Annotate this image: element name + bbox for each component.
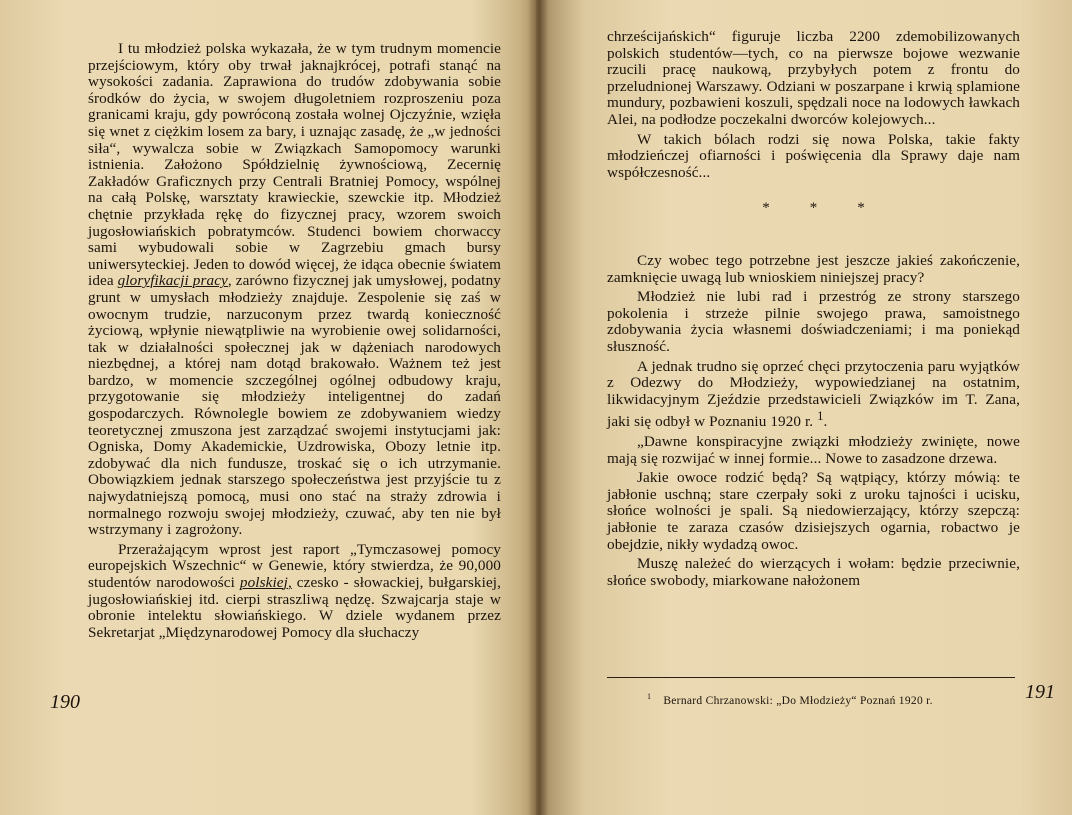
asterisk: * — [857, 200, 905, 217]
left-page-text — [88, 41, 501, 641]
emphasis: polskiej, — [239, 574, 292, 591]
footnote-mark: 1 — [647, 692, 652, 701]
right-page-text — [607, 29, 1020, 589]
footnote-reference: 1 — [817, 409, 824, 424]
emphasis: gloryfikacji pracy — [117, 272, 228, 290]
paragraph: Przerażającym wprost jest raport „Tymczasowej pomocy europejskich Wszechnic“ w Genewie, który stwierdza, że 90,000 studentów narodowości polskiej, czesko - słowackiej, bułgarskiej, jugosłowiańskiej itd. cierpi straszliwą nędzę. Szwajcarja staje w obronie intelektu słowiańskiego. W dziele wydanem przez Sekretarjat „Międzynarodowej Pomocy dla słuchaczy — [88, 540, 501, 641]
paragraph: Jakie owoce rodzić będą? Są wątpiący, którzy mówią: te jabłonie uschną; stare czerpały soki z uroku tajności i ucisku, słońce wolności je spali. Są niedowierzający, którzy szepczą: jabłonie te zaraza czasów dzisiejszych ogarnia, robactwo je obejdzie, nikły wydadzą owoc. — [607, 469, 1020, 553]
paragraph: I tu młodzież polska wykazała, że w tym trudnym momencie przejściowym, który oby trwał jaknajkrócej, potrafi stanąć na wysokości zadania. Zaprawiona do trudów zdobywania sobie środków do życia, w swojem długoletniem rozproszeniu poza granicami kraju, gdy powróconą została wolnej Ojczyźnie, wzięła się wnet z ciężkim losem za bary, i uznając zasadę, że „w jedności siła“, wywalcza sobie w Związkach Samopomocy warunki istnienia. Założono Spółdzielnię żywnościową, Zecernię Zakładów Graficznych przy Centrali Bratniej Pomocy, wspólnej na całą Polskę, warsztaty krawieckie, szewckie itp. Młodzież chętnie przykłada rękę do fizycznej pracy, wzorem swoich jugosłowiańskich pobratymców. Studenci bowiem chorwaccy sami wybudowali sobie w Zagrzebiu gmach bursy uniwersyteckiej. Jeden to dowód więcej, że idąca obecnie światem idea gloryfikacji pracy, zarówno fizycznej jak umysłowej, podatny grunt w umysłach młodzieży znajduje. Zespolenie się zaś w owocnym trudzie, narzuconym przez twardą konieczność życiową, wpłynie niewątpliwie na wyrobienie owej solidarności, tak w działalności społecznej jak w dążeniach narodowych niezbędnej, a której nam dotąd brakowało. Ważnem też jest bardzo, w momencie szczególnej ogólnej odbudowy kraju, przygotowanie się młodzieży inteligentnej do zadań gospodarczych. Równolegle bowiem ze zdobywaniem wiedzy teoretycznej zmuszona jest zarządzać swojemi instytucjami jak: Ogniska, Domy Akademickie, Uzdrowiska, Obozy letnie itp. zdobywać dla nich fundusze, troskać się o ich utrzymanie. Obowiązkiem jednak starszego społeczeństwa jest przyjście tu z najwydatniejszą pomocą, musi ono stać na straży zdrowia i normalnego rozwoju swojej młodzieży, czuwać, aby ten nie był wstrzymany i zagrożony. — [88, 40, 501, 539]
asterisk: * — [762, 200, 810, 217]
book-gutter — [528, 0, 548, 815]
footnote — [647, 692, 933, 707]
footnote-text: Bernard Chrzanowski: „Do Młodzieży“ Poznań 1920 r. — [663, 694, 933, 707]
paragraph: Muszę należeć do wierzących i wołam: będzie przeciwnie, słońce swobody, miarkowane nałożonem — [607, 555, 1020, 589]
asterisk: * — [809, 200, 858, 217]
paragraph: „Dawne konspiracyjne związki młodzieży zwinięte, nowe mają się rozwijać w innej formie... Nowe to zasadzone drzewa. — [607, 432, 1020, 467]
paragraph: W takich bólach rodzi się nowa Polska, takie fakty młodzieńczej ofiarności i poświęcenia dla Sprawy daje nam współczesność... — [607, 130, 1020, 181]
paragraph: Młodzież nie lubi rad i przestróg ze strony starszego pokolenia i strzeże pilnie swojego prawa, samoistnego zdobywania życia własnemi doświadczeniami; i ma poniekąd słuszność. — [607, 288, 1020, 355]
paragraph: A jednak trudno się oprzeć chęci przytoczenia paru wyjątków z Odezwy do Młodzieży, wypowiedzianej na ostatnim, likwidacyjnym Zjeździe przedstawicieli Związków im T. Zana, jaki się odbył w Poznaniu 1920 r. $^1$. — [607, 357, 1020, 431]
paragraph: chrześcijańskich“ figuruje liczba 2200 zdemobilizowanych polskich studentów—tych, co na pierwsze bojowe wezwanie rzucili pracę naukową, przybyłych potem z frontu do przeludnionej Warszawy. Odziani w poszarpane i krwią splamione mundury, pozbawieni koszuli, spędzali noce na lodowych ławkach Alei, na podłodze poczekalni dworców kolejowych... — [607, 28, 1020, 128]
footnote-rule — [607, 677, 1015, 678]
paragraph: Czy wobec tego potrzebne jest jeszcze jakieś zakończenie, zamknięcie uwagą lub wnioskiem niniejszej pracy? — [607, 251, 1020, 286]
page-number-left: 190 — [50, 691, 80, 713]
section-separator — [607, 200, 1020, 217]
page-number-right: 191 — [1025, 681, 1055, 703]
